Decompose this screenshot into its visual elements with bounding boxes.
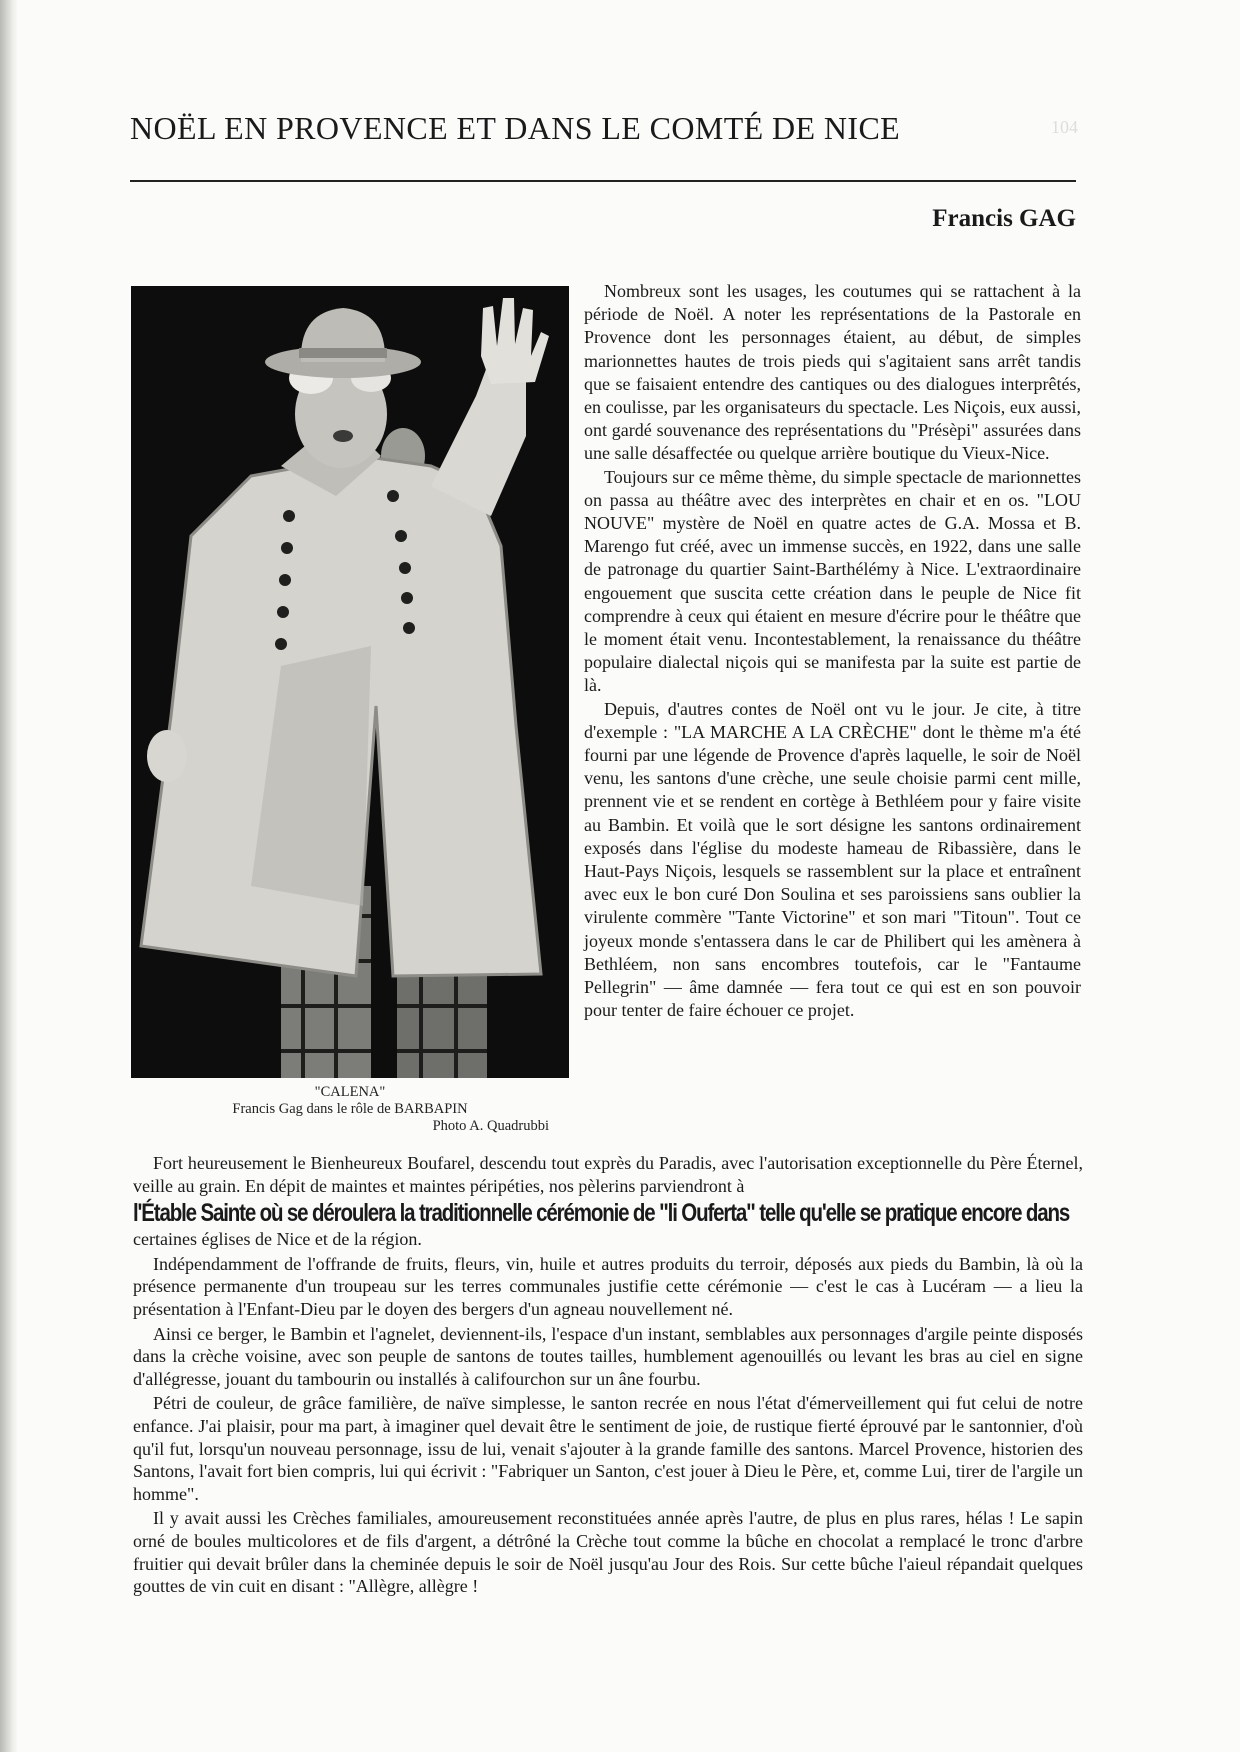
page-binding-shadow bbox=[0, 0, 18, 1752]
caption-title: "CALENA" bbox=[314, 1084, 386, 1100]
paragraph: Il y avait aussi les Crèches familiales, amoureusement reconstituées année après l'autre, de plus en plus rares, hélas ! Le sapin orné de boules multicolores et de fils d'argent, a détrôné la Crèche tout comme la bûche en chocolat a remplacé le tronc d'arbre fruitier qui devait brûler dans la cheminée depuis le soir de Noël jusqu'au Jour des Rois. Sur cette bûche l'aieul répandait quelques gouttes de vin cuit en disant : "Allègre, allègre ! bbox=[133, 1508, 1083, 1597]
paragraph: Indépendamment de l'offrande de fruits, fleurs, vin, huile et autres produits du terroir, déposés aux pieds du Bambin, là où la présence permanente d'un troupeau sur les terres communales justifie cette cérémonie — c'est le cas à Lucéram — a lieu la présentation à l'Enfant-Dieu par le doyen des bergers d'un agneau nouvellement né. bbox=[133, 1253, 1083, 1319]
paragraph bbox=[133, 1152, 1083, 1251]
page-number-ghost: 104 bbox=[1051, 117, 1078, 137]
paragraph: Toujours sur ce même thème, du simple spectacle de marionnettes on passa au théâtre avec des interprètes en chair et en os. "LOU NOUVE" mystère de Noël en quatre actes de G.A. Mossa et B. Marengo fut créé, avec un immense succès, en 1922, dans une salle de patronage du quartier Saint-Barthélémy à Nice. L'extraordinaire engouement que suscita cette création dans le peuple de Nice fit comprendre à ceux qui étaient en mesure d'écrire pour le théâtre que le moment était venu. Incontestablement, la renaissance du théâtre populaire dialectal niçois qui se manifesta par la suite est partie de là. bbox=[584, 466, 1081, 696]
paragraph: Depuis, d'autres contes de Noël ont vu le jour. Je cite, à titre d'exemple : "LA MARCHE A LA CRÈCHE" dont le thème m'a été fourni par une légende de Provence d'après laquelle, le soir de Noël venu, les santons d'une crèche, une seule choisie parmi cent mille, prennent vie et se rendent en cortège à Bethléem pour y faire visite au Bambin. Et voilà que le sort désigne les santons ordinairement exposés dans l'église du modeste hameau de Ribassière, dans le Haut-Pays Niçois, lesquels se rassemblent sur la place et entraînent avec eux le bon curé Don Soulina et ses paroissiens sans oublier la virulente commère "Tante Victorine" et son mari "Titoun". Tout ce joyeux monde s'entassera dans le car de Philibert qui les amènera à Bethléem, non sans encombres toutefois, car le "Fantaume Pellegrin" — âme damnée — fera tout ce qui est en son pouvoir pour tenter de faire échouer ce projet. bbox=[584, 698, 1081, 1021]
caption-credit: Photo A. Quadrubbi bbox=[432, 1118, 549, 1134]
paragraph-start: Fort heureusement le Bienheureux Boufarel, descendu tout exprès du Paradis, avec l'autorisation exceptionnelle du Père Éternel, veille au grain. En dépit de maintes et maintes péripéties, nos pèlerins parviendront à bbox=[133, 1153, 1083, 1196]
right-column-text bbox=[584, 280, 1081, 1023]
condensed-line: l'Étable Sainte où se déroulera la traditionnelle cérémonie de "li Ouferta" telle qu'elle se pratique encore dans bbox=[133, 1199, 1070, 1228]
caption-description: Francis Gag dans le rôle de BARBAPIN bbox=[232, 1101, 468, 1117]
paragraph-end: certaines églises de Nice et de la région. bbox=[133, 1229, 422, 1250]
paragraph: Ainsi ce berger, le Bambin et l'agnelet, deviennent-ils, l'espace d'un instant, semblables aux personnages d'argile peinte disposés dans la crèche voisine, avec son peuple de santons de toutes tailles, humblement agenouillés ou levant les bras au ciel en signe d'allégresse, jouant du tambourin ou installés à califourchon sur un âne fourbu. bbox=[133, 1323, 1083, 1389]
photo-illustration bbox=[131, 286, 569, 1078]
article-title: NOËL EN PROVENCE ET DANS LE COMTÉ DE NICE bbox=[130, 110, 901, 146]
paragraph: Pétri de couleur, de grâce familière, de naïve simplesse, le santon recrée en nous l'état d'émerveillement qui fut celui de notre enfance. J'ai plaisir, pour ma part, à imaginer quel devait être le sentiment de joie, de rustique fierté éprouvé par le santonnier, d'où qu'il fut, lorsqu'un nouveau personnage, issu de lui, venait s'ajouter à la grande famille des santons. Marcel Provence, historien des Santons, l'avait fort bien compris, lui qui écrivit : "Fabriquer un Santon, c'est jouer à Dieu le Père, et, comme Lui, tirer de l'argile un homme". bbox=[133, 1393, 1083, 1504]
paragraph: Nombreux sont les usages, les coutumes qui se rattachent à la période de Noël. A noter les représentations de la Pastorale en Provence dont les personnages étaient, au début, de simples marionnettes hautes de trois pieds qui s'agitaient sans arrêt tandis que se faisaient entendre des cantiques ou des dialogues interprêtés, en coulisse, par les organisateurs du spectacle. Les Niçois, eux aussi, ont gardé souvenance des représentations du "Présèpi" assurées dans une salle désaffectée ou quelque arrière boutique du Vieux-Nice. bbox=[584, 281, 1081, 464]
photo-barbapin bbox=[131, 286, 569, 1078]
full-width-text bbox=[133, 1152, 1083, 1598]
photo-caption bbox=[131, 1084, 569, 1135]
title-divider bbox=[130, 180, 1076, 182]
author-name: Francis GAG bbox=[932, 205, 1076, 232]
